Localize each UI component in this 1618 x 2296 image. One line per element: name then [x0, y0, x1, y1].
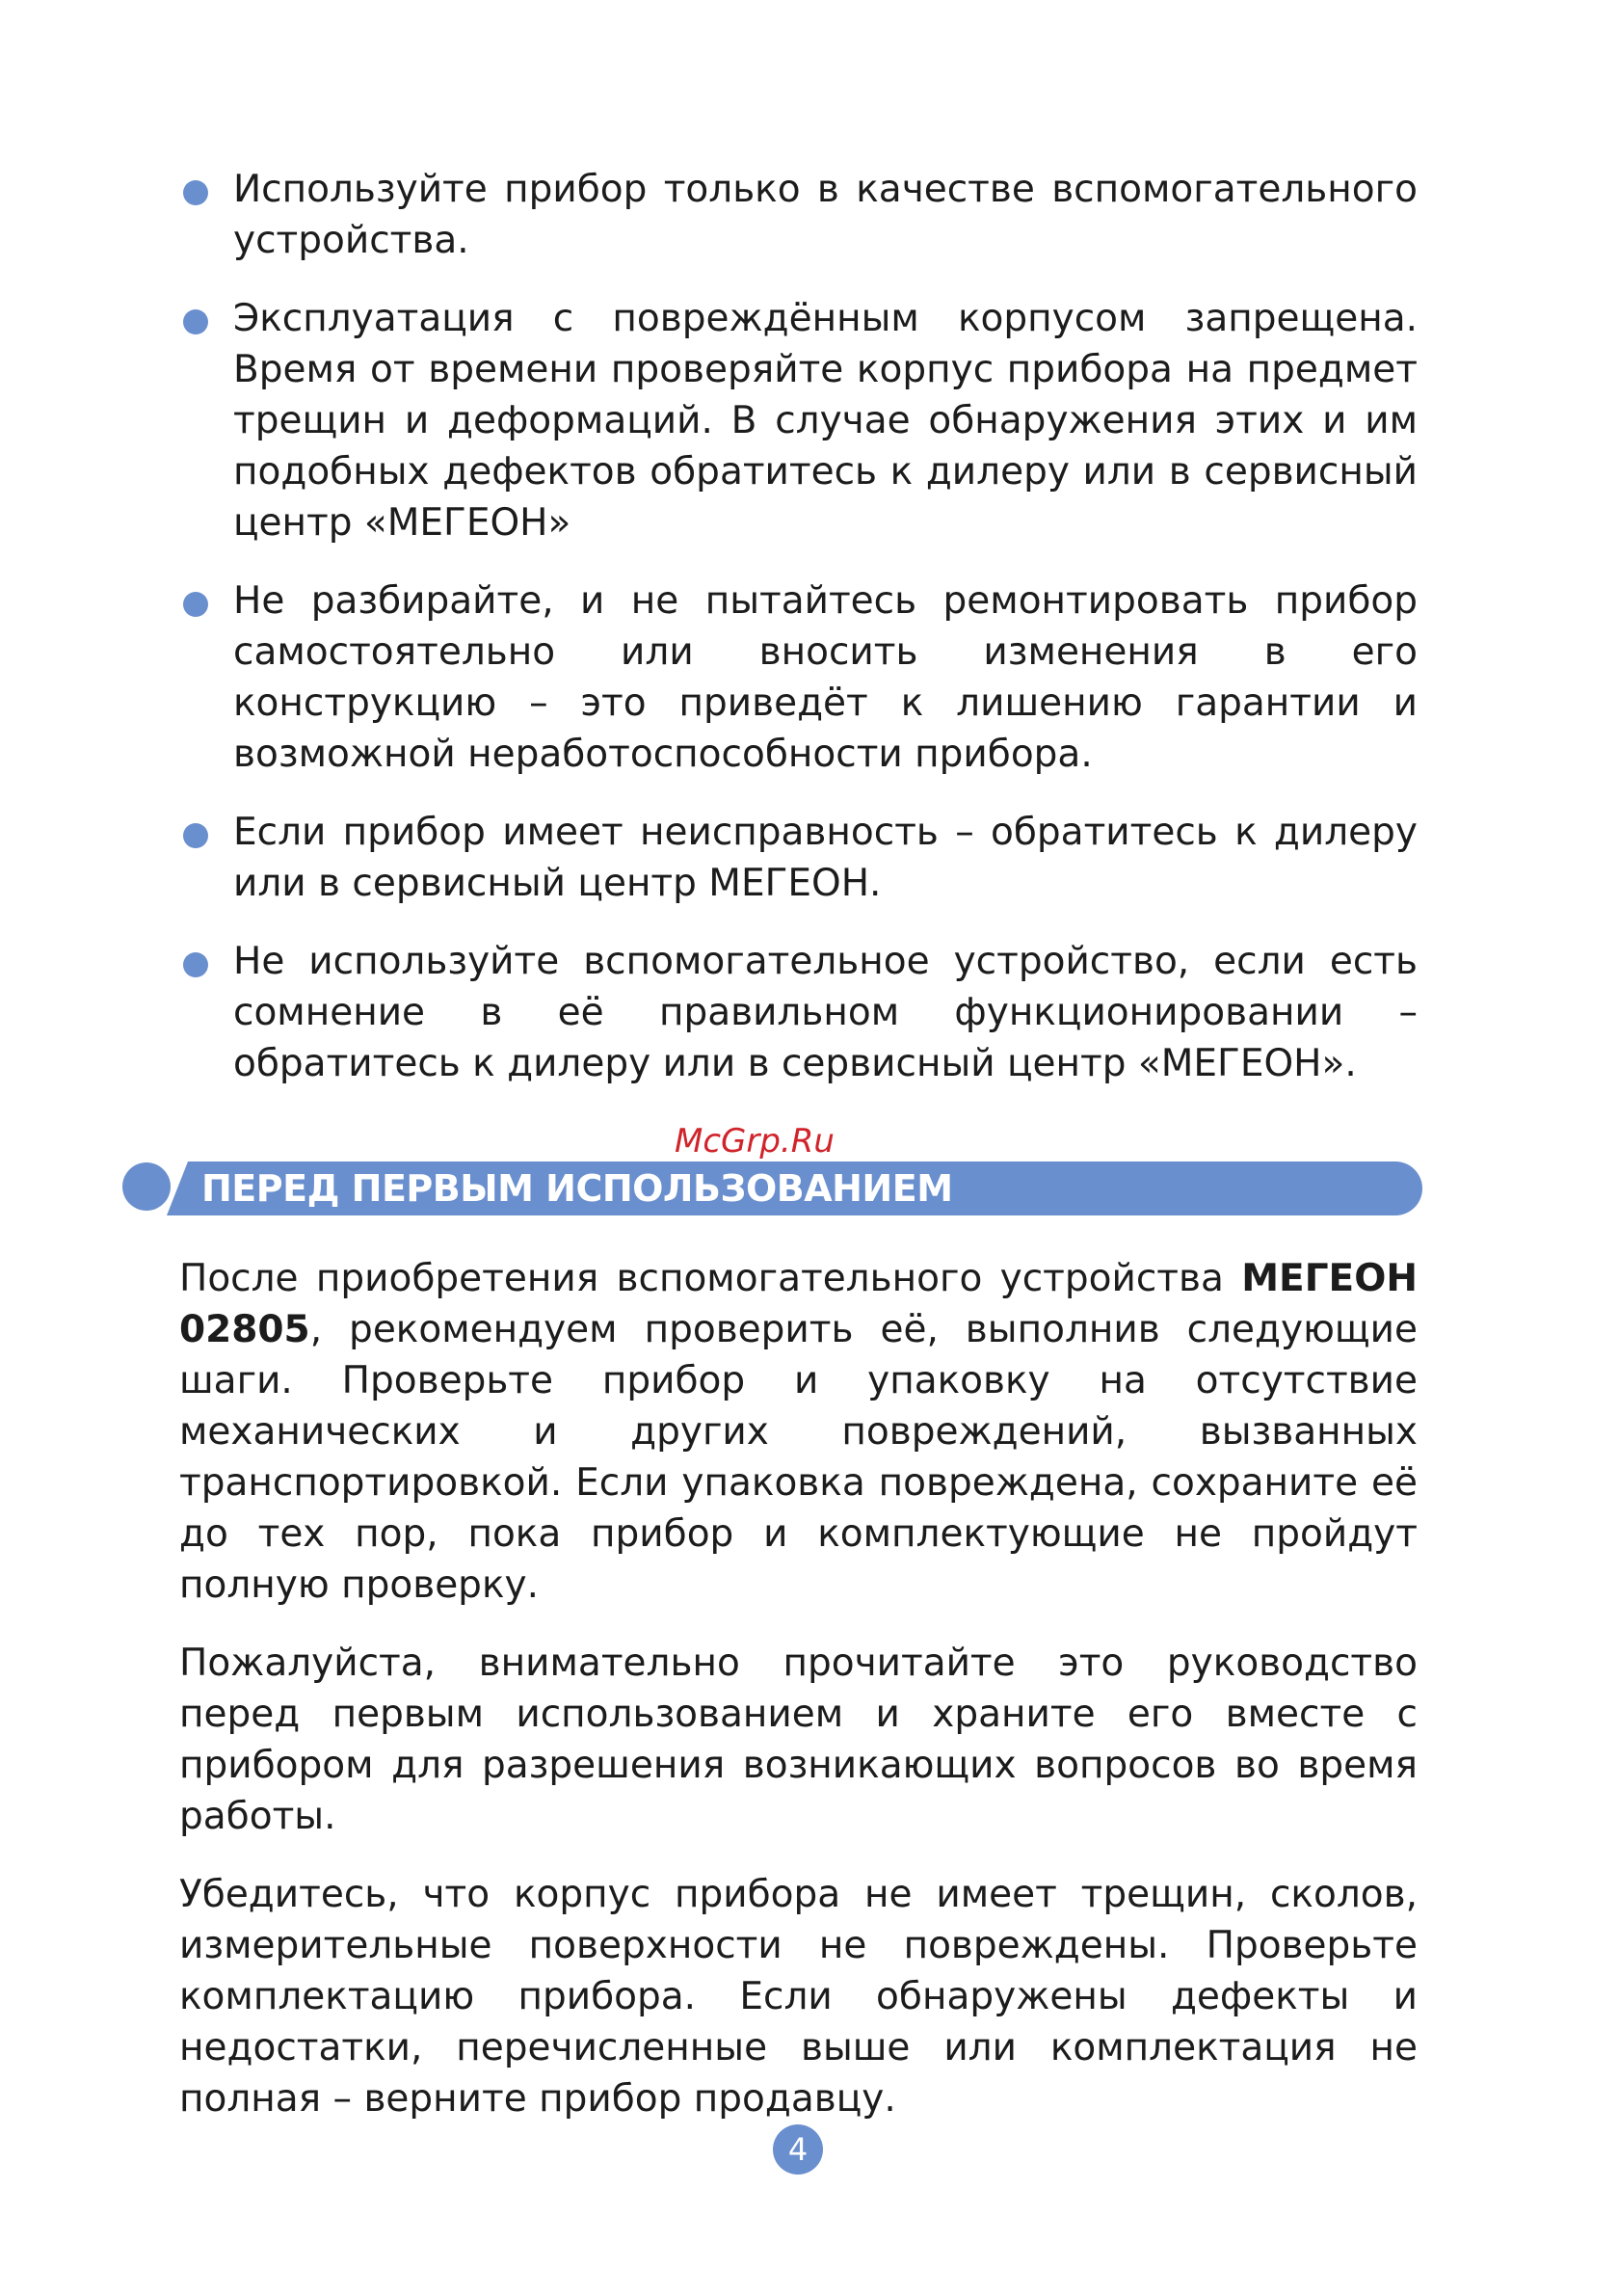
- bullet-item: [179, 936, 1418, 1089]
- section-circle-icon: [122, 1162, 171, 1211]
- section-body: [179, 1253, 1418, 2151]
- paragraph-check-device: Убедитесь, что корпус прибора не имеет трещин, сколов, измерительные поверхности не повреждены. Проверьте комплектацию прибора. Если обнаружены дефекты и недостатки, перечисленные выше или комплектация не полная – верните прибор продавцу.: [179, 1873, 1418, 2121]
- bullet-item: [179, 164, 1418, 266]
- bullet-list: [179, 164, 1418, 1116]
- bullet-item: [179, 575, 1418, 780]
- bullet-dot-icon: [183, 952, 208, 977]
- bullet-item: [179, 807, 1418, 909]
- paragraph-intro-start: После приобретения вспомогательного устройства: [179, 1257, 1242, 1300]
- section-title: ПЕРЕД ПЕРВЫМ ИСПОЛЬЗОВАНИЕМ: [201, 1167, 953, 1210]
- bullet-text: Не используйте вспомогательное устройство, если есть сомнение в её правильном функционировании – обратитесь к дилеру или в сервисный центр «МЕГЕОН».: [233, 940, 1418, 1085]
- watermark: McGrp.Ru: [675, 1122, 835, 1161]
- page-number: 4: [773, 2124, 823, 2175]
- bullet-text: Если прибор имеет неисправность – обратитесь к дилеру или в сервисный центр МЕГЕОН.: [233, 811, 1418, 905]
- paragraph-intro: [179, 1253, 1418, 1611]
- paragraph-intro-end: , рекомендуем проверить её, выполнив следующие шаги. Проверьте прибор и упаковку на отсутствие механических и других повреждений, вызванных транспортировкой. Если упаковка повреждена, сохраните её до тех пор, пока прибор и комплектующие не пройдут полную проверку.: [179, 1308, 1418, 1607]
- paragraph-read-manual: Пожалуйста, внимательно прочитайте это руководство перед первым использованием и храните его вместе с прибором для разрешения возникающих вопросов во время работы.: [179, 1642, 1418, 1838]
- bullet-item: [179, 293, 1418, 548]
- bullet-dot-icon: [183, 309, 208, 334]
- bullet-text: Используйте прибор только в качестве вспомогательного устройства.: [233, 168, 1418, 262]
- bullet-text: Эксплуатация с повреждённым корпусом запрещена. Время от времени проверяйте корпус прибора на предмет трещин и деформаций. В случае обнаружения этих и им подобных дефектов обратитесь к дилеру или в сервисный центр «МЕГЕОН»: [233, 297, 1418, 545]
- section-header: [122, 1161, 1422, 1215]
- product-name: МЕГЕОН 02805: [179, 1257, 1418, 1351]
- bullet-dot-icon: [183, 180, 208, 205]
- bullet-text: Не разбирайте, и не пытайтесь ремонтировать прибор самостоятельно или вносить изменения в его конструкцию – это приведёт к лишению гарантии и возможной неработоспособности прибора.: [233, 579, 1418, 776]
- bullet-dot-icon: [183, 823, 208, 848]
- bullet-dot-icon: [183, 592, 208, 617]
